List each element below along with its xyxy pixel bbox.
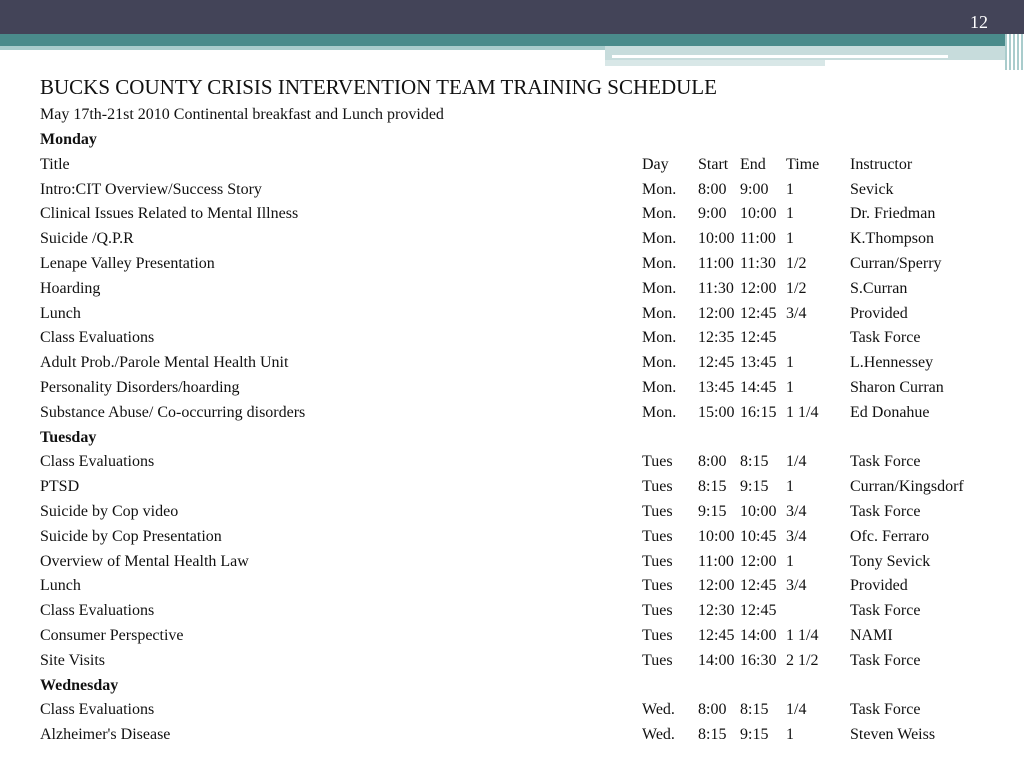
session-instructor: Curran/Sperry [850, 254, 942, 272]
session-end: 12:00 [740, 552, 777, 570]
session-instructor: Tony Sevick [850, 552, 931, 570]
table-row [0, 277, 1024, 302]
header-dark-band [0, 0, 1024, 34]
slide-number: 12 [970, 12, 988, 32]
section-heading [0, 128, 1024, 153]
session-title: Class Evaluations [40, 701, 155, 719]
session-day: Tues [642, 453, 673, 471]
session-title: Suicide by Cop Presentation [40, 527, 222, 545]
session-instructor: Provided [850, 304, 908, 322]
session-time: 1 [786, 180, 794, 198]
session-end: 16:30 [740, 651, 777, 669]
session-day: Mon. [642, 279, 677, 297]
header-light-band-lower [605, 60, 825, 66]
table-row [0, 326, 1024, 351]
session-time: 1 [786, 478, 794, 496]
session-day: Mon. [642, 354, 677, 372]
session-start: 8:15 [698, 478, 727, 496]
session-day: Tues [642, 527, 673, 545]
table-row [0, 475, 1024, 500]
column-header-end: End [740, 155, 766, 173]
session-title: Class Evaluations [40, 329, 155, 347]
session-time: 3/4 [786, 577, 807, 595]
session-day: Mon. [642, 254, 677, 272]
session-day: Wed. [642, 701, 675, 719]
session-start: 12:45 [698, 626, 735, 644]
section-heading [0, 426, 1024, 451]
session-time: 2 1/2 [786, 651, 819, 669]
session-day: Tues [642, 478, 673, 496]
session-time: 1 [786, 552, 794, 570]
session-instructor: Task Force [850, 502, 921, 520]
session-day: Tues [642, 626, 673, 644]
column-header-start: Start [698, 155, 729, 173]
table-row [0, 723, 1024, 748]
session-time: 1/2 [786, 279, 807, 297]
table-row [0, 550, 1024, 575]
session-end: 12:00 [740, 279, 777, 297]
session-end: 9:15 [740, 478, 769, 496]
session-time: 3/4 [786, 304, 807, 322]
session-time: 1/4 [786, 701, 807, 719]
table-row [0, 698, 1024, 723]
page-subtitle: May 17th-21st 2010 Continental breakfast and Lunch provided [40, 106, 444, 123]
session-instructor: Curran/Kingsdorf [850, 478, 964, 496]
table-row [0, 202, 1024, 227]
session-day: Tues [642, 552, 673, 570]
session-start: 11:00 [698, 552, 734, 570]
session-end: 13:45 [740, 354, 777, 372]
session-start: 9:00 [698, 205, 727, 223]
table-row [0, 500, 1024, 525]
session-instructor: Ofc. Ferraro [850, 527, 930, 545]
session-time: 1/2 [786, 254, 807, 272]
session-start: 8:00 [698, 180, 727, 198]
table-row [0, 178, 1024, 203]
section-name: Monday [40, 131, 97, 148]
session-start: 12:45 [698, 354, 735, 372]
session-instructor: K.Thompson [850, 230, 934, 248]
session-time: 1 [786, 205, 794, 223]
section-name: Tuesday [40, 428, 97, 446]
session-time: 3/4 [786, 527, 807, 545]
session-day: Mon. [642, 230, 677, 248]
session-end: 11:00 [740, 230, 776, 248]
session-end: 9:15 [740, 726, 769, 744]
session-time: 1 [786, 726, 794, 744]
session-end: 10:45 [740, 527, 777, 545]
session-instructor: Provided [850, 577, 908, 595]
column-header-instructor: Instructor [850, 155, 913, 173]
session-end: 12:45 [740, 602, 777, 620]
section-name: Wednesday [40, 676, 119, 694]
session-end: 16:15 [740, 403, 777, 421]
session-end: 8:15 [740, 453, 769, 471]
session-start: 8:15 [698, 726, 727, 744]
table-row [0, 450, 1024, 475]
header-light-band [0, 46, 605, 50]
session-start: 11:00 [698, 254, 734, 272]
session-end: 11:30 [740, 254, 776, 272]
session-title: Class Evaluations [40, 453, 155, 471]
session-end: 14:45 [740, 378, 777, 396]
header-row [0, 153, 1024, 178]
session-day: Mon. [642, 403, 677, 421]
session-title: Lunch [40, 304, 81, 322]
session-day: Tues [642, 577, 673, 595]
session-time: 3/4 [786, 502, 807, 520]
table-row [0, 252, 1024, 277]
header-stripes [1005, 34, 1024, 70]
session-start: 8:00 [698, 701, 727, 719]
session-start: 12:30 [698, 602, 735, 620]
session-day: Wed. [642, 726, 675, 744]
table-row [0, 227, 1024, 252]
session-title: Adult Prob./Parole Mental Health Unit [40, 354, 289, 372]
session-instructor: Ed Donahue [850, 403, 930, 421]
table-row [0, 525, 1024, 550]
session-title: Site Visits [40, 651, 105, 669]
session-time: 1 1/4 [786, 403, 819, 421]
session-start: 11:30 [698, 279, 734, 297]
session-end: 10:00 [740, 205, 777, 223]
session-end: 12:45 [740, 577, 777, 595]
session-title: Class Evaluations [40, 602, 155, 620]
session-day: Tues [642, 602, 673, 620]
session-end: 14:00 [740, 626, 777, 644]
session-instructor: Task Force [850, 329, 921, 347]
session-title: PTSD [40, 478, 80, 496]
session-day: Mon. [642, 304, 677, 322]
session-start: 13:45 [698, 378, 735, 396]
session-title: Suicide by Cop video [40, 502, 179, 520]
header-white-line [612, 55, 948, 58]
table-row [0, 302, 1024, 327]
session-title: Intro:CIT Overview/Success Story [40, 180, 262, 198]
session-day: Mon. [642, 180, 677, 198]
session-instructor: S.Curran [850, 279, 908, 297]
column-header-title: Title [40, 155, 70, 173]
session-title: Alzheimer's Disease [40, 726, 171, 744]
session-day: Mon. [642, 378, 677, 396]
session-instructor: Steven Weiss [850, 726, 936, 744]
session-title: Clinical Issues Related to Mental Illness [40, 205, 299, 223]
session-start: 12:00 [698, 304, 735, 322]
session-title: Overview of Mental Health Law [40, 552, 249, 570]
table-row [0, 574, 1024, 599]
session-instructor: Sevick [850, 180, 894, 198]
session-day: Tues [642, 651, 673, 669]
table-row [0, 624, 1024, 649]
session-end: 12:45 [740, 329, 777, 347]
session-title: Personality Disorders/hoarding [40, 378, 240, 396]
session-time: 1 1/4 [786, 626, 819, 644]
session-instructor: Sharon Curran [850, 378, 944, 396]
session-time: 1 [786, 378, 794, 396]
table-row [0, 599, 1024, 624]
session-title: Suicide /Q.P.R [40, 230, 134, 248]
session-start: 10:00 [698, 230, 735, 248]
table-row [0, 401, 1024, 426]
session-time: 1/4 [786, 453, 807, 471]
session-instructor: Dr. Friedman [850, 205, 936, 223]
session-day: Tues [642, 502, 673, 520]
column-header-time: Time [786, 155, 820, 173]
session-start: 9:15 [698, 502, 727, 520]
session-start: 12:35 [698, 329, 735, 347]
session-start: 12:00 [698, 577, 735, 595]
session-day: Mon. [642, 329, 677, 347]
session-start: 14:00 [698, 651, 735, 669]
table-row [0, 649, 1024, 674]
session-instructor: Task Force [850, 602, 921, 620]
session-time: 1 [786, 354, 794, 372]
session-instructor: L.Hennessey [850, 354, 934, 372]
session-end: 10:00 [740, 502, 777, 520]
table-row [0, 376, 1024, 401]
table-row [0, 351, 1024, 376]
session-instructor: Task Force [850, 701, 921, 719]
session-title: Hoarding [40, 279, 101, 297]
schedule-table [0, 128, 1024, 748]
session-title: Substance Abuse/ Co-occurring disorders [40, 403, 306, 421]
session-title: Lunch [40, 577, 81, 595]
session-end: 9:00 [740, 180, 769, 198]
session-instructor: Task Force [850, 651, 921, 669]
column-header-day: Day [642, 155, 669, 173]
session-title: Lenape Valley Presentation [40, 254, 215, 272]
header-teal-band [0, 34, 1024, 46]
session-time: 1 [786, 230, 794, 248]
session-instructor: NAMI [850, 626, 893, 644]
session-start: 10:00 [698, 527, 735, 545]
session-start: 8:00 [698, 453, 727, 471]
session-day: Mon. [642, 205, 677, 223]
session-end: 12:45 [740, 304, 777, 322]
session-start: 15:00 [698, 403, 735, 421]
session-end: 8:15 [740, 701, 769, 719]
session-title: Consumer Perspective [40, 626, 184, 644]
section-heading [0, 674, 1024, 699]
session-instructor: Task Force [850, 453, 921, 471]
page-title: BUCKS COUNTY CRISIS INTERVENTION TEAM TRAINING SCHEDULE [40, 75, 717, 99]
